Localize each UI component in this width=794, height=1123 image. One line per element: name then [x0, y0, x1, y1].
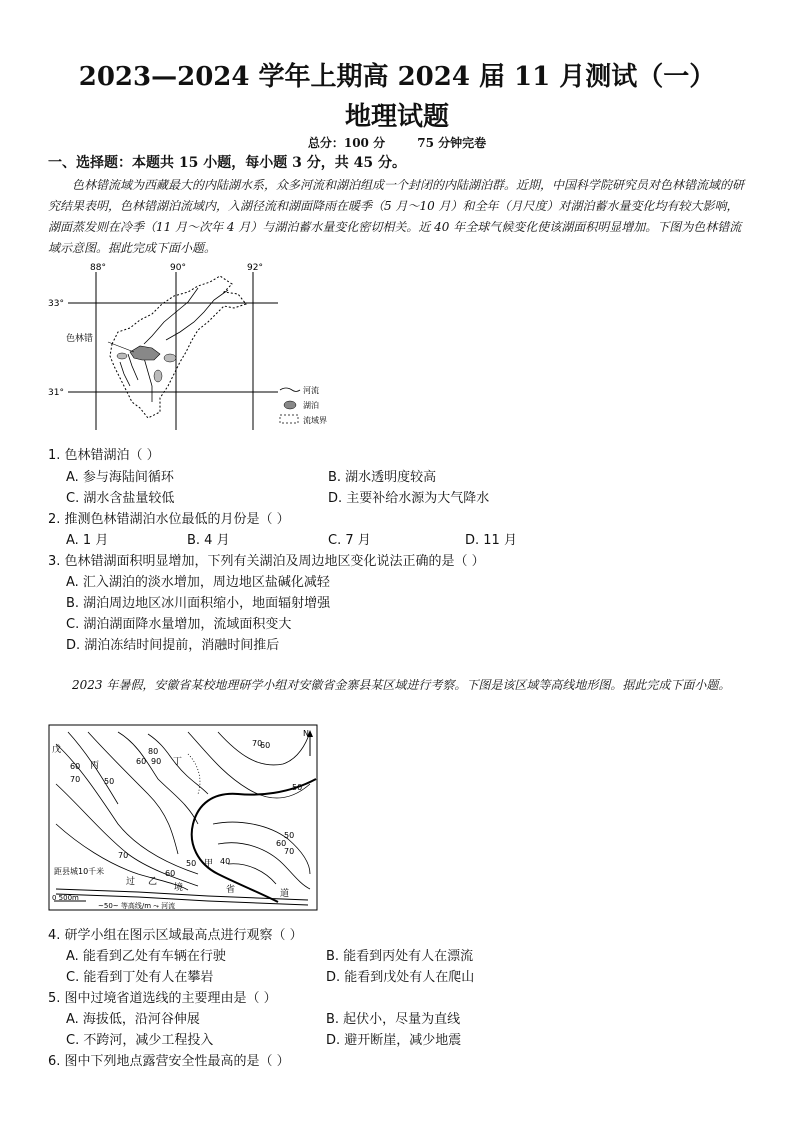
lat-label: 31° — [48, 388, 64, 398]
q2-option-b[interactable]: B. 4 月 — [187, 533, 230, 548]
score-line — [0, 134, 794, 151]
contour-label: 70 — [118, 851, 129, 860]
lake — [154, 370, 162, 382]
selinco-basin-map — [48, 262, 348, 432]
place-bing: 丙 — [90, 761, 100, 771]
river — [144, 358, 152, 402]
legend-river-label: 河流 — [303, 386, 319, 395]
legend-lake-label: 湖泊 — [303, 401, 319, 410]
road-word: 省 — [226, 885, 236, 895]
question-6-stem: 6. 图中下列地点露营安全性最高的是（ ） — [48, 1054, 290, 1069]
road-word: 境 — [174, 883, 184, 893]
map-legend: ~50~ 等高线/m ⤳ 河流 — [98, 902, 176, 910]
exam-subject: 地理试题 — [344, 102, 449, 132]
q2-option-d[interactable]: D. 11 月 — [465, 533, 517, 548]
q1-option-c[interactable]: C. 湖水含盐量较低 — [66, 491, 175, 506]
contour-label: 50 — [284, 831, 295, 840]
lat-label: 33° — [48, 299, 64, 309]
total-score: 总分：100 分 — [307, 136, 386, 150]
contour-label: 40 — [220, 857, 231, 866]
passage-1: 色林错流域为西藏最大的内陆湖水系，众多河流和湖泊组成一个封闭的内陆湖泊群。近期，中国科学院研究员对色林错流域的研究结果表明，色林错湖泊流域内，入湖径流和湖面降雨在暖季（5 月～10 月）和全年（月尺度）对湖泊蓄水量变化均有较大影响，湖面蒸发则在冷季（11 月～次年 4 月）与湖泊蓄水量变化密切相关。近 40 年全球气候变化使该湖面积明显增加。下图为色林错流域示意图。据此完成下面小题。 — [48, 178, 745, 255]
q3-option-c[interactable]: C. 湖泊湖面降水量增加，流域面积变大 — [66, 617, 292, 632]
road-word: 道 — [280, 889, 290, 899]
contour-map — [48, 724, 318, 912]
river — [120, 362, 130, 386]
q5-option-d[interactable]: D. 避开断崖，减少地震 — [326, 1033, 462, 1048]
contour-label: 60 — [70, 762, 81, 771]
question-5-stem: 5. 图中过境省道选线的主要理由是（ ） — [48, 991, 277, 1006]
q2-option-a[interactable]: A. 1 月 — [66, 533, 109, 548]
q1-option-b[interactable]: B. 湖水透明度较高 — [328, 470, 437, 485]
passage-2: 2023 年暑假，安徽省某校地理研学小组对安徽省金寨县某区域进行考察。下图是该区域等高线地形图。据此完成下面小题。 — [72, 678, 731, 692]
legend-river-icon — [280, 388, 300, 392]
question-3-stem: 3. 色林错湖面积明显增加，下列有关湖泊及周边地区变化说法正确的是（ ） — [48, 554, 485, 569]
contour-label: 50 — [104, 777, 115, 786]
q5-option-a[interactable]: A. 海拔低，沿河谷伸展 — [66, 1012, 200, 1027]
q3-option-a[interactable]: A. 汇入湖泊的淡水增加，周边地区盐碱化减轻 — [66, 575, 330, 590]
place-jia: 甲 — [204, 859, 214, 869]
legend-boundary-label: 流域界 — [303, 416, 327, 425]
contour-label: 70 — [252, 739, 263, 748]
exam-title: 2023—2024 学年上期高 2024 届 11 月测试（一） — [78, 62, 716, 92]
contour-label: 60 — [276, 839, 287, 848]
q5-option-b[interactable]: B. 起伏小，尽量为直线 — [326, 1012, 461, 1027]
lake — [117, 353, 127, 359]
q4-option-a[interactable]: A. 能看到乙处有车辆在行驶 — [66, 949, 226, 964]
section-heading: 一、选择题：本题共 15 小题，每小题 3 分，共 45 分。 — [48, 155, 406, 171]
place-ding: 丁 — [173, 757, 183, 767]
river — [144, 288, 198, 344]
q4-option-b[interactable]: B. 能看到丙处有人在漂流 — [326, 949, 474, 964]
road-word: 过 — [126, 877, 136, 887]
contour-label: 60 — [260, 741, 271, 750]
legend-lake-icon — [284, 401, 296, 409]
lake-selinco — [130, 346, 160, 360]
place-yi: 乙 — [148, 877, 158, 887]
place-wu: 戊 — [52, 745, 62, 755]
contour-label: 50 — [186, 859, 197, 868]
scale-label: 0 500m — [52, 894, 79, 902]
question-4-stem: 4. 研学小组在图示区域最高点进行观察（ ） — [48, 928, 303, 943]
lon-label: 88° — [90, 263, 106, 273]
lake-label: 色林错 — [66, 334, 94, 344]
legend-boundary-icon — [280, 415, 298, 423]
q3-option-b[interactable]: B. 湖泊周边地区冰川面积缩小，地面辐射增强 — [66, 596, 331, 611]
question-1-stem: 1. 色林错湖泊（ ） — [48, 448, 160, 463]
contour-label: 60 — [136, 757, 147, 766]
q4-option-d[interactable]: D. 能看到戊处有人在爬山 — [326, 970, 475, 985]
basin-boundary — [110, 276, 246, 418]
north-label: N — [303, 729, 309, 738]
contour-label: 90 — [151, 757, 162, 766]
contour-label: 60 — [165, 869, 176, 878]
contour-label: 50 — [292, 783, 303, 792]
q1-option-d[interactable]: D. 主要补给水源为大气降水 — [328, 491, 490, 506]
distance-note: 距县城10千米 — [54, 867, 105, 876]
q1-option-a[interactable]: A. 参与海陆间循环 — [66, 470, 174, 485]
q2-option-c[interactable]: C. 7 月 — [328, 533, 371, 548]
q3-option-d[interactable]: D. 湖泊冻结时间提前，消融时间推后 — [66, 638, 280, 653]
q4-option-c[interactable]: C. 能看到丁处有人在攀岩 — [66, 970, 214, 985]
lon-label: 90° — [170, 263, 186, 273]
exam-time: 75 分钟完卷 — [417, 136, 487, 150]
q5-option-c[interactable]: C. 不跨河，减少工程投入 — [66, 1033, 214, 1048]
contour-label: 70 — [284, 847, 295, 856]
leader-line — [108, 342, 134, 352]
contour-label: 70 — [70, 775, 81, 784]
contour-label: 80 — [148, 747, 159, 756]
lake — [164, 354, 176, 362]
question-2-stem: 2. 推测色林错湖泊水位最低的月份是（ ） — [48, 512, 290, 527]
lon-label: 92° — [247, 263, 263, 273]
